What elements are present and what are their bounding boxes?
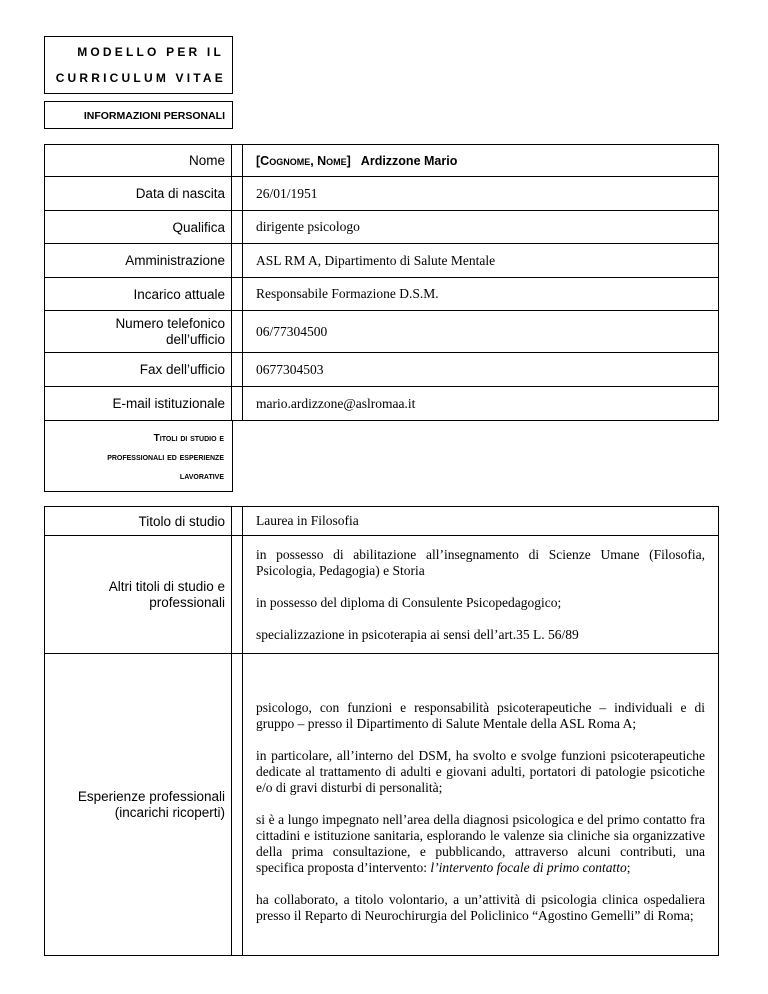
cv-model-title-line2: CURRICULUM VITAE (55, 71, 226, 85)
value-incarico: Responsabile Formazione D.S.M. (243, 278, 719, 311)
row-data-nascita (45, 177, 719, 211)
label-email: E-mail istituzionale (45, 387, 232, 421)
personal-info-table (44, 144, 719, 421)
row-incarico (45, 278, 719, 311)
value-email: mario.ardizzone@aslromaa.it (243, 387, 719, 421)
value-nome: [Cognome, Nome] Ardizzone Mario (243, 145, 719, 177)
value-fax: 0677304503 (243, 353, 719, 387)
section-studies-title-line3: lavorative (179, 471, 224, 482)
value-altri-titoli (243, 536, 719, 654)
cv-model-title-line1: MODELLO PER IL (77, 45, 224, 59)
esperienze-item-4: ha collaborato, a titolo volontario, a un’attività di psicologia clinica ospedaliera presso il Reparto di Neurochirurgia del Policlinico “Agostino Gemelli” di Roma; (256, 891, 705, 923)
altri-item-3: specializzazione in psicoterapia ai sensi dell’art.35 L. 56/89 (256, 627, 579, 642)
label-fax: Fax dell’ufficio (45, 353, 232, 387)
cv-model-title (44, 36, 233, 94)
section-studies-title-line2: professionali ed esperienze (107, 452, 224, 463)
section-personal-header (44, 101, 233, 129)
esperienze-item-3: si è a lungo impegnato nell’area della diagnosi psicologica e del primo contatto fra cittadini e istituzione sanitaria, esplorando le valenze sia cliniche sia organizzative della prima consultazione, e pubblicando, attraverso alcuni contributi, una specifica proposta d’intervento: l’intervento focale di primo contatto; (256, 811, 705, 875)
row-esperienze (45, 654, 719, 956)
value-esperienze (243, 654, 719, 956)
row-amministrazione (45, 244, 719, 278)
value-amministrazione: ASL RM A, Dipartimento di Salute Mentale (243, 244, 719, 278)
label-nome: Nome (45, 145, 232, 177)
section-studies-header (44, 420, 233, 492)
section-studies-title-line1: Titoli di studio e (153, 433, 224, 444)
row-titolo-studio (45, 507, 719, 536)
label-esperienze: Esperienze professionali (incarichi ricoperti) (45, 654, 232, 956)
esperienze-item-2: in particolare, all’interno del DSM, ha svolto e svolge funzioni psicoterapeutiche dedicate al trattamento di adulti e giovani adulti, portatori di patologie psicotiche e/o di gravi disturbi di personalità; (256, 747, 705, 795)
row-email (45, 387, 719, 421)
label-amministrazione: Amministrazione (45, 244, 232, 278)
row-telefono (45, 311, 719, 353)
row-fax (45, 353, 719, 387)
section-personal-title: INFORMAZIONI PERSONALI (83, 110, 225, 122)
studies-table (44, 506, 719, 956)
label-altri-titoli: Altri titoli di studio e professionali (45, 536, 232, 654)
row-altri-titoli (45, 536, 719, 654)
label-qualifica: Qualifica (45, 211, 232, 244)
value-telefono: 06/77304500 (243, 311, 719, 353)
row-nome (45, 145, 719, 177)
label-incarico: Incarico attuale (45, 278, 232, 311)
label-telefono: Numero telefonico dell’ufficio (45, 311, 232, 353)
value-data-nascita: 26/01/1951 (243, 177, 719, 211)
esperienze-item-1: psicologo, con funzioni e responsabilità psicoterapeutiche – individuali e di gruppo – presso il Dipartimento di Salute Mentale della ASL Roma A; (256, 699, 705, 731)
value-titolo-studio: Laurea in Filosofia (243, 507, 719, 536)
row-qualifica (45, 211, 719, 244)
altri-item-1: in possesso di abilitazione all’insegnamento di Scienze Umane (Filosofia, Psicologia, Pedagogia) e Storia (256, 547, 705, 578)
label-data-nascita: Data di nascita (45, 177, 232, 211)
altri-item-2: in possesso del diploma di Consulente Psicopedagogico; (256, 595, 562, 610)
label-titolo-studio: Titolo di studio (45, 507, 232, 536)
value-qualifica: dirigente psicologo (243, 211, 719, 244)
